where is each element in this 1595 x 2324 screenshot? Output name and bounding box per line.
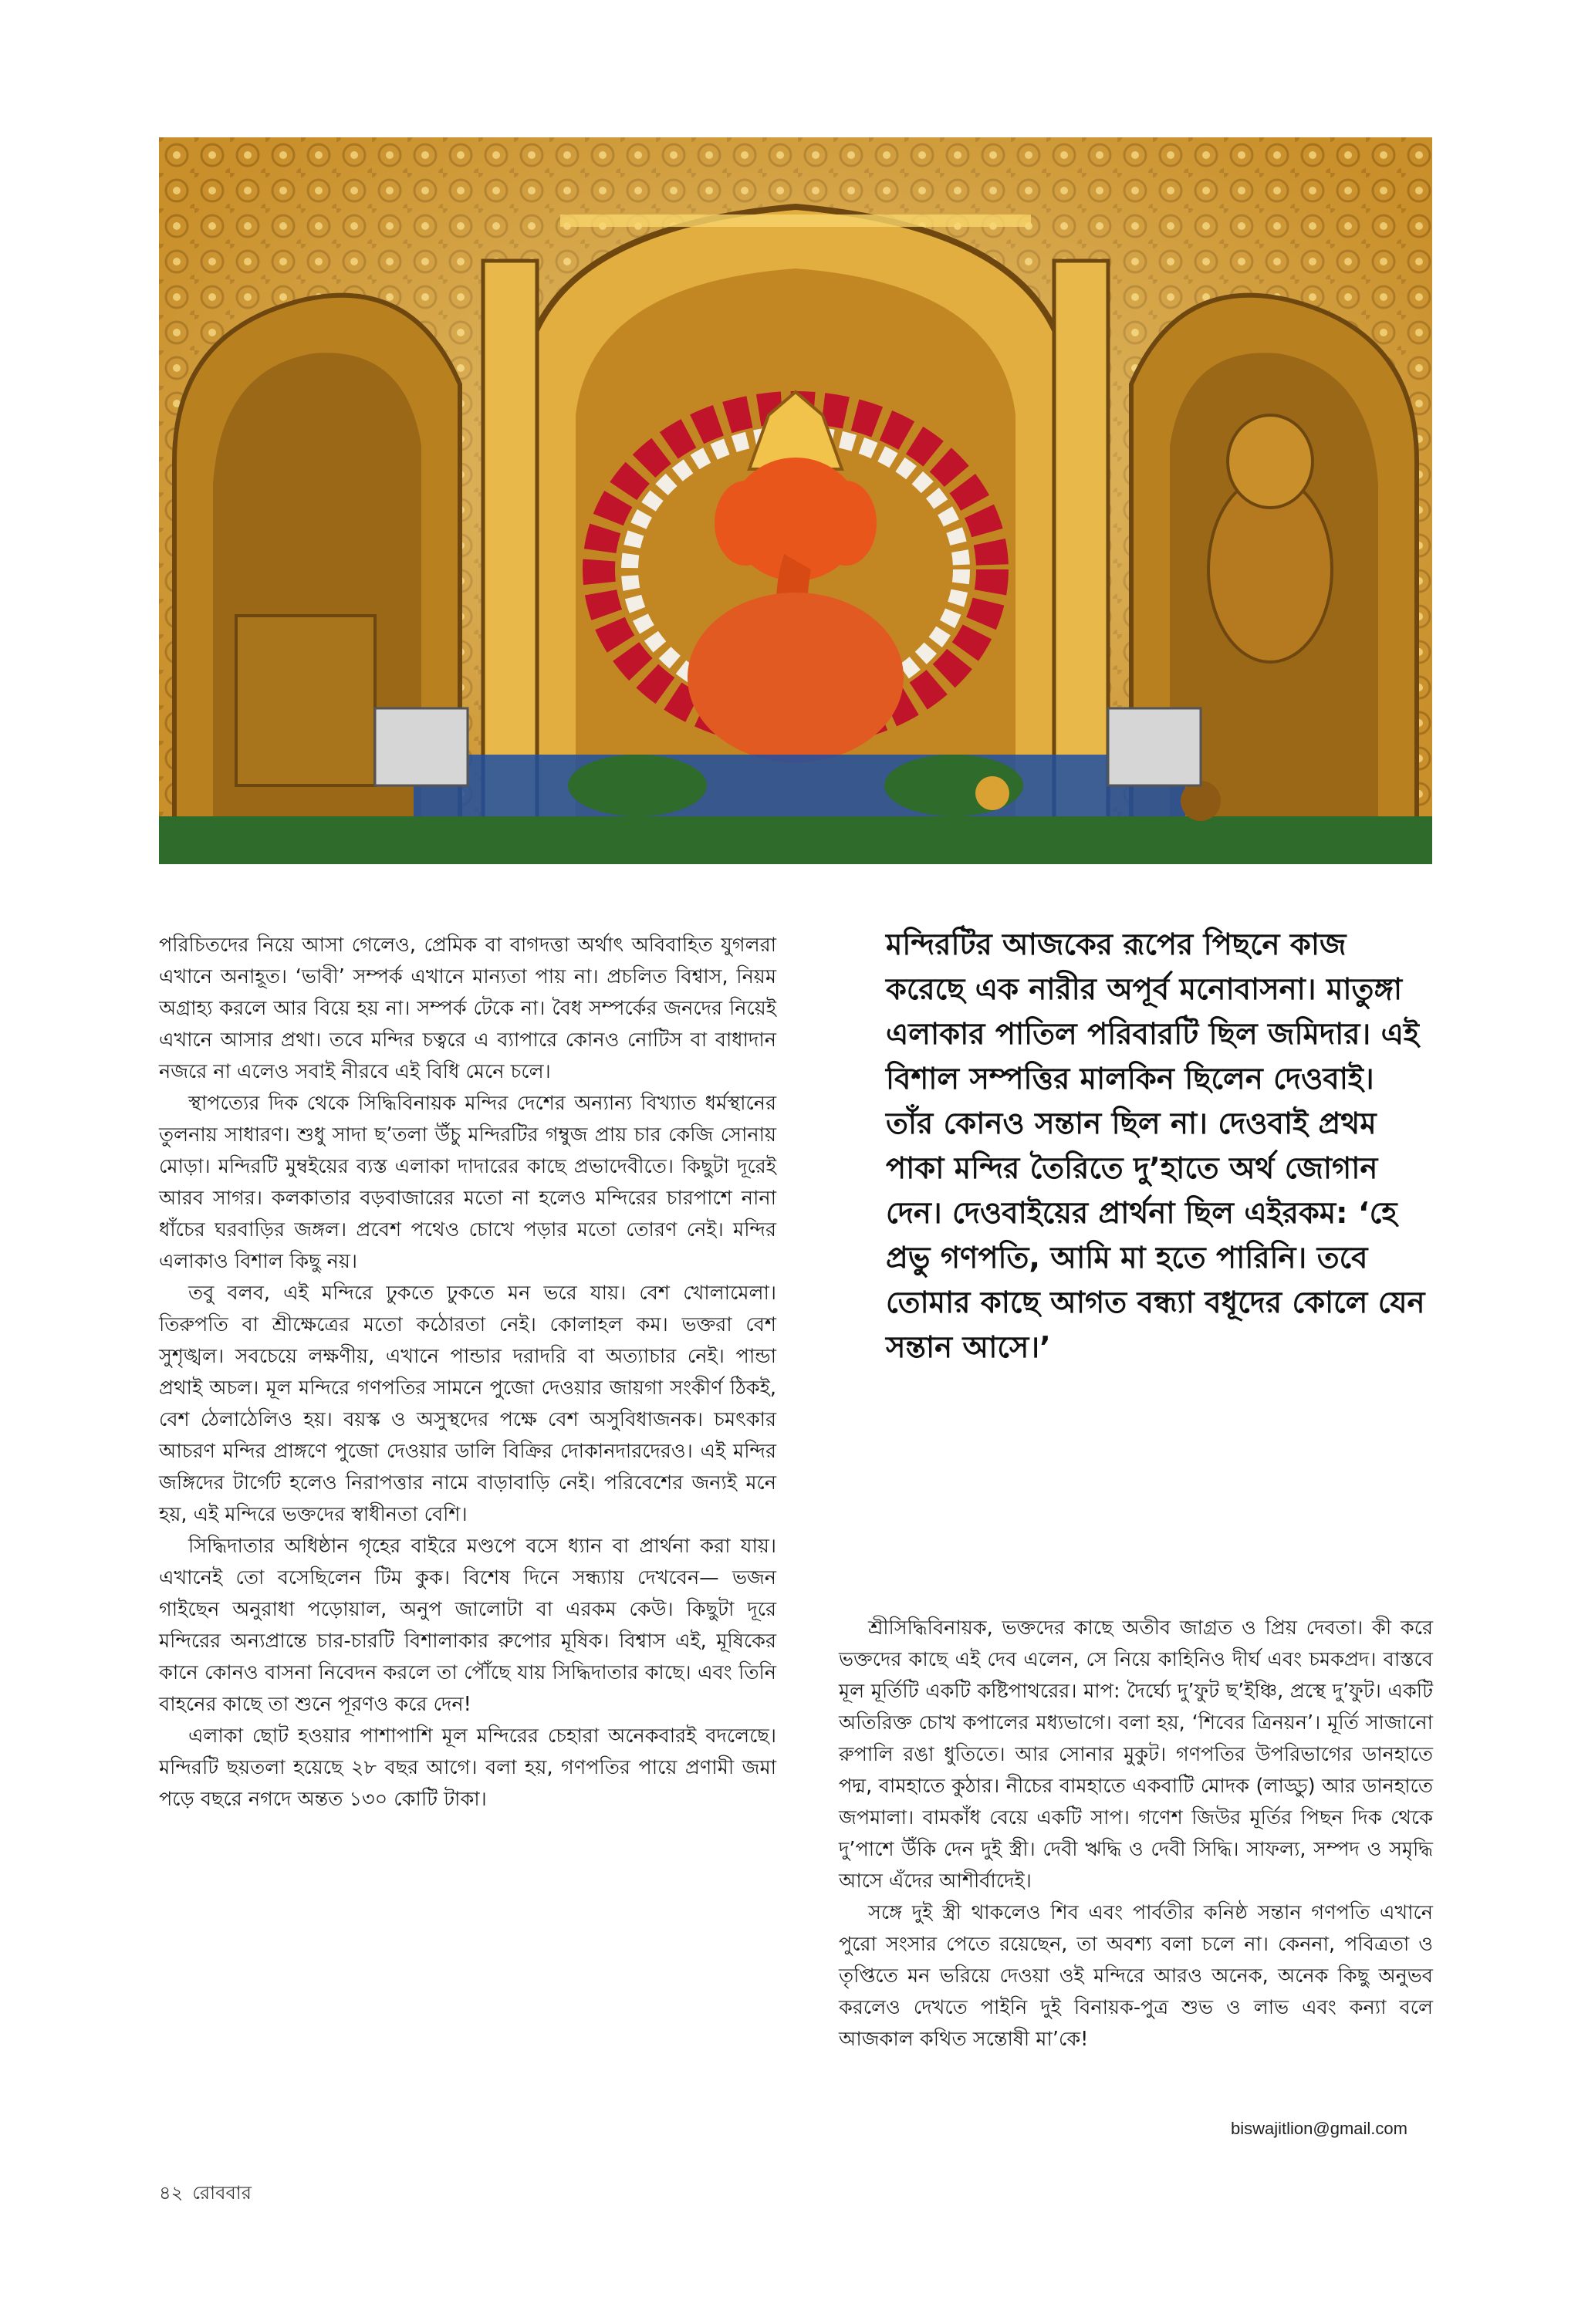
left-paragraph: পরিচিতদের নিয়ে আসা গেলেও, প্রেমিক বা বাগদত্তা অর্থাৎ অবিবাহিত যুগলরা এখানে অনাহূত। ‘ভাবী’ সম্পর্ক এখানে মান্যতা পায় না। প্রচলিত বিশ্বাস, নিয়ম অগ্রাহ্য করলে আর বিয়ে হয় না। সম্পর্ক টেকে না। বৈধ সম্পর্কের জনদের নিয়েই এখানে আসার প্রথা। তবে মন্দির চত্বরে এ ব্যাপারে কোনও নোটিস বা বাধাদান নজরে না এলেও সবাই নীরবে এই বিধি মেনে চলে। [159,934,776,1083]
coconut [975,776,1009,810]
left-paragraph: তবু বলব, এই মন্দিরে ঢুকতে ঢুকতে মন ভরে যায়। বেশ খোলামেলা। তিরুপতি বা শ্রীক্ষেত্রের মতো কঠোরতা নেই। কোলাহল কম। ভক্তরা বেশ সুশৃঙ্খল। সবচেয়ে লক্ষণীয়, এখানে পান্ডার দরাদরি বা অত্যাচার নেই। পান্ডা প্রথাই অচল। মূল মন্দিরে গণপতির সামনে পুজো দেওয়ার জায়গা সংকীর্ণ ঠিকই, বেশ ঠেলাঠেলিও হয়। বয়স্ক ও অসুস্থদের পক্ষে বেশ অসুবিধাজনক। চমৎকার আচরণ মন্দির প্রাঙ্গণে পুজো দেওয়ার ডালি বিক্রির দোকানদারদেরও। এই মন্দির জঙ্গিদের টার্গেট হলেও নিরাপত্তার নামে বাড়াবাড়ি নেই। পরিবেশের জন্যই মনে হয়, এই মন্দিরে ভক্তদের স্বাধীনতা বেশি। [159,1282,776,1526]
left-paragraph: সিদ্ধিদাতার অধিষ্ঠান গৃহের বাইরে মণ্ডপে বসে ধ্যান বা প্রার্থনা করা যায়। এখানেই তো বসেছিলেন টিম কুক। বিশেষ দিনে সন্ধ্যায় দেখবেন— ভজন গাইছেন অনুরাধা পড়োয়াল, অনুপ জালোটা বা এরকম কেউ। কিছুটা দূরে মন্দিরের অন্যপ্রান্তে চার-চারটি বিশালাকার রুপোর মূষিক। বিশ্বাস এই, মূষিকের কানে কোনও বাসনা নিবেদন করলে তা পৌঁছে যায় সিদ্ধিদাতার কাছে। এবং তিনি বাহনের কাছে তা শুনে পূরণও করে দেন! [159,1535,776,1716]
pull-quote: মন্দিরটির আজকের রূপের পিছনে কাজ করেছে এক নারীর অপূর্ব মনোবাসনা। মাতুঙ্গা এলাকার পাতিল পরিবারটি ছিল জমিদার। এই বিশাল সম্পত্তির মালকিন ছিলেন দেওবাই। তাঁর কোনও সন্তান ছিল না। দেওবাই প্রথম পাকা মন্দির তৈরিতে দু’হাতে অর্থ জোগান দেন। দেওবাইয়ের প্রার্থনা ছিল এইরকম: ‘হে প্রভু গণপতি, আমি মা হতে পারিনি। তবে তোমার কাছে আগত বন্ধ্যা বধূদের কোলে যেন সন্তান আসে।’ [886,927,1425,1365]
idol-body [688,593,904,762]
right-paragraph: সঙ্গে দুই স্ত্রী থাকলেও শিব এবং পার্বতীর কনিষ্ঠ সন্তান গণপতি এখানে পুরো সংসার পেতে রয়েছেন, তা অবশ্য বলা চলে না। কেননা, পবিত্রতা ও তৃপ্তিতে মন ভরিয়ে দেওয়া ওই মন্দিরে আরও অনেক, অনেক কিছু অনুভব করলেও দেখতে পাইনি দুই বিনায়ক-পুত্র শুভ ও লাভ এবং কন্যা বলে আজকাল কথিত সন্তোষী মা’কে! [839,1901,1433,2051]
publication-name: রোববার [192,2182,252,2204]
author-email[interactable]: biswajitlion@gmail.com [1231,2119,1407,2138]
side-shrine [236,616,375,785]
page-footer [159,2179,252,2210]
left-paragraph: এলাকা ছোট হওয়ার পাশাপাশি মূল মন্দিরের চেহারা অনেকবারই বদলেছে। মন্দিরটি ছয়তলা হয়েছে ২৮ বছর আগে। বলা হয়, গণপতির পায়ে প্রণামী জমা পড়ে বছরে নগদে অন্তত ১৩০ কোটি টাকা। [159,1724,776,1811]
page-number: ৪২ [159,2182,184,2204]
left-paragraph: স্থাপত্যের দিক থেকে সিদ্ধিবিনায়ক মন্দির দেশের অন্যান্য বিখ্যাত ধর্মস্থানের তুলনায় সাধারণ। শুধু সাদা ছ’তলা উঁচু মন্দিরটির গম্বুজ প্রায় চার কেজি সোনায় মোড়া। মন্দিরটি মুম্বইয়ের ব্যস্ত এলাকা দাদারের কাছে প্রভাদেবীতে। কিছুটা দূরেই আরব সাগর। কলকাতার বড়বাজারের মতো না হলেও মন্দিরের চারপাশে নানা ধাঁচের ঘরবাড়ির জঙ্গল। প্রবেশ পথেও চোখে পড়ার মতো তোরণ নেই। মন্দির এলাকাও বিশাল কিছু নয়। [159,1092,776,1273]
temple-photo [159,137,1432,864]
left-column [159,930,776,1816]
right-paragraph: শ্রীসিদ্ধিবিনায়ক, ভক্তদের কাছে অতীব জাগ্রত ও প্রিয় দেবতা। কী করে ভক্তদের কাছে এই দেব এলেন, সে নিয়ে কাহিনিও দীর্ঘ এবং চমকপ্রদ। বাস্তবে মূল মূর্তিটি একটি কষ্টিপাথরের। মাপ: দৈর্ঘ্যে দু’ফুট ছ’ইঞ্চি, প্রস্থে দু’ফুট। একটি অতিরিক্ত চোখ কপালের মধ্যভাগে। বলা হয়, ‘শিবের ত্রিনয়ন’। মূর্তি সাজানো রুপালি রঙা ধুতিতে। আর সোনার মুকুট। গণপতির উপরিভাগের ডানহাতে পদ্ম, বামহাতে কুঠার। নীচের বামহাতে একবাটি মোদক (লাড্ডু) আর ডানহাতে জপমালা। বামকাঁধ বেয়ে একটি সাপ। গণেশ জিউর মূর্তির পিছন দিক থেকে দু’পাশে উঁকি দেন দুই স্ত্রী। দেবী ঋদ্ধি ও দেবী সিদ্ধি। সাফল্য, সম্পদ ও সমৃদ্ধি আসে এঁদের আশীর্বাদেই। [839,1616,1433,1893]
temple-illustration [159,137,1432,864]
right-column [839,1613,1433,2055]
